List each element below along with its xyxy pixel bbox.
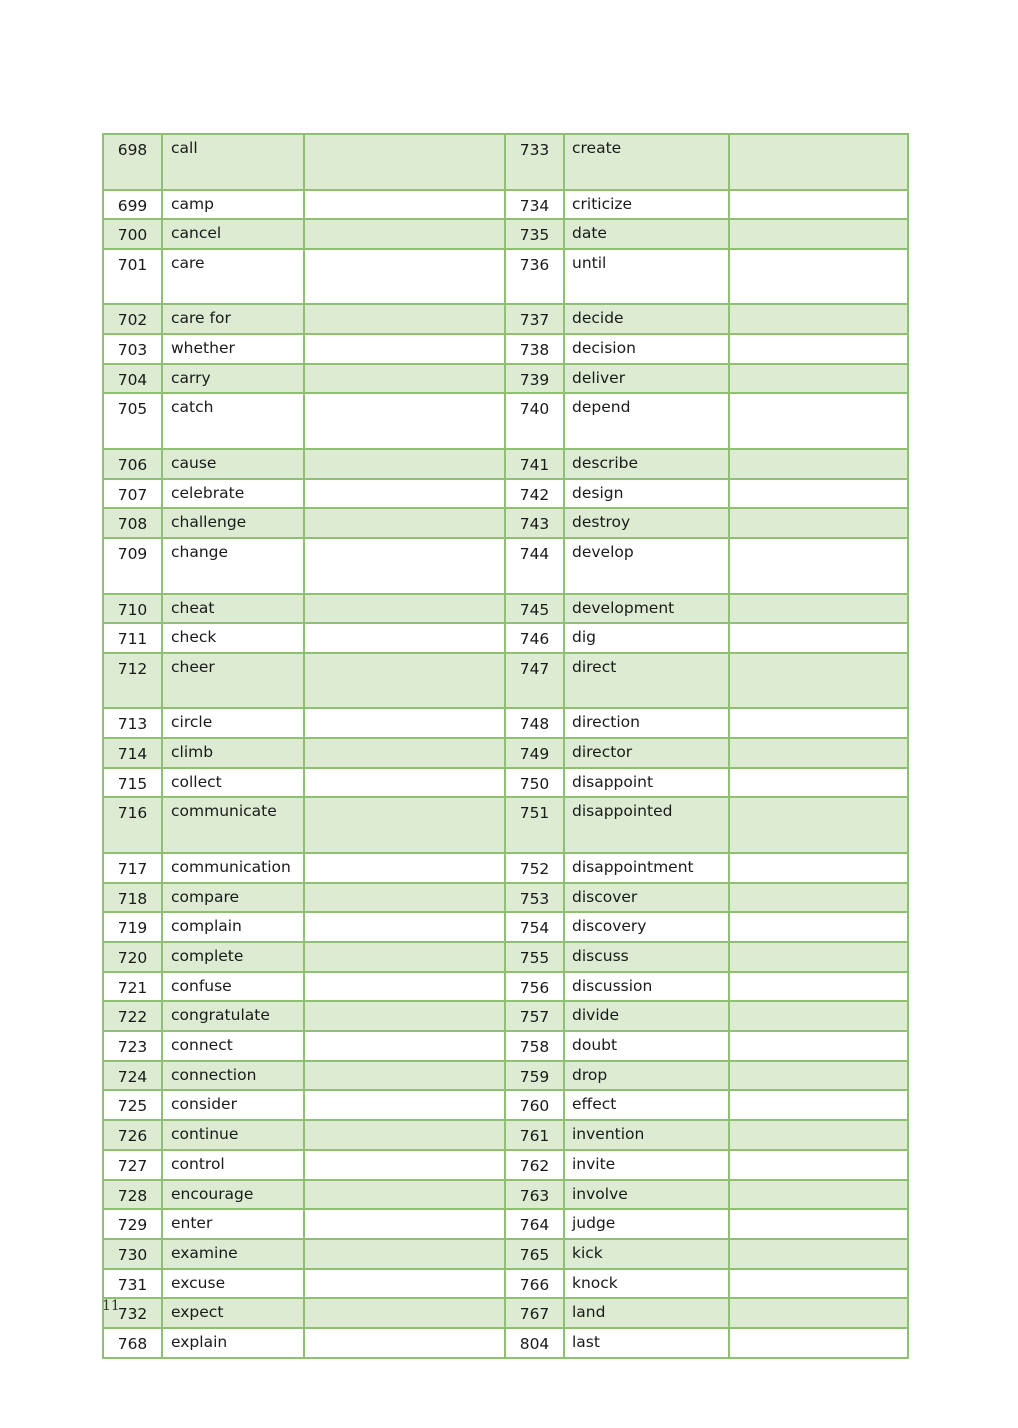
entry-word-right: invite [564, 1150, 729, 1180]
table-row [103, 508, 908, 538]
entry-blank-left [304, 653, 505, 709]
entry-word-right: direction [564, 708, 729, 738]
entry-number-left: 768 [103, 1328, 162, 1358]
entry-word-left: congratulate [162, 1001, 304, 1031]
entry-word-left: change [162, 538, 304, 594]
entry-word-left: complete [162, 942, 304, 972]
entry-blank-right [729, 768, 908, 798]
entry-word-left: cancel [162, 219, 304, 249]
entry-number-right: 765 [505, 1239, 564, 1269]
entry-blank-right [729, 708, 908, 738]
entry-word-right: describe [564, 449, 729, 479]
entry-blank-left [304, 393, 505, 449]
entry-number-left: 700 [103, 219, 162, 249]
entry-number-left: 723 [103, 1031, 162, 1061]
entry-word-left: encourage [162, 1180, 304, 1210]
entry-blank-right [729, 479, 908, 509]
table-row [103, 797, 908, 853]
entry-number-left: 711 [103, 623, 162, 653]
entry-blank-left [304, 304, 505, 334]
entry-word-right: decision [564, 334, 729, 364]
entry-blank-right [729, 1090, 908, 1120]
entry-word-left: connect [162, 1031, 304, 1061]
entry-number-right: 735 [505, 219, 564, 249]
table-row [103, 219, 908, 249]
entry-word-right: until [564, 249, 729, 305]
entry-blank-right [729, 1328, 908, 1358]
entry-number-left: 720 [103, 942, 162, 972]
entry-word-right: divide [564, 1001, 729, 1031]
table-row [103, 1239, 908, 1269]
entry-blank-right [729, 1031, 908, 1061]
entry-number-right: 757 [505, 1001, 564, 1031]
entry-number-left: 719 [103, 912, 162, 942]
table-row [103, 479, 908, 509]
entry-blank-right [729, 304, 908, 334]
table-row [103, 1269, 908, 1299]
entry-word-right: depend [564, 393, 729, 449]
entry-word-left: compare [162, 883, 304, 913]
entry-number-right: 745 [505, 594, 564, 624]
entry-number-left: 729 [103, 1209, 162, 1239]
entry-blank-left [304, 1180, 505, 1210]
entry-word-left: examine [162, 1239, 304, 1269]
entry-number-right: 758 [505, 1031, 564, 1061]
entry-number-left: 701 [103, 249, 162, 305]
entry-number-right: 747 [505, 653, 564, 709]
entry-number-left: 698 [103, 134, 162, 190]
table-row [103, 1090, 908, 1120]
entry-number-left: 727 [103, 1150, 162, 1180]
entry-word-right: create [564, 134, 729, 190]
entry-number-right: 753 [505, 883, 564, 913]
entry-blank-right [729, 1239, 908, 1269]
entry-number-right: 737 [505, 304, 564, 334]
entry-word-left: challenge [162, 508, 304, 538]
entry-number-left: 712 [103, 653, 162, 709]
entry-number-right: 742 [505, 479, 564, 509]
entry-word-left: confuse [162, 972, 304, 1002]
table-row [103, 134, 908, 190]
entry-blank-left [304, 853, 505, 883]
table-row [103, 449, 908, 479]
entry-word-right: destroy [564, 508, 729, 538]
table-row [103, 1180, 908, 1210]
entry-blank-left [304, 1001, 505, 1031]
entry-number-right: 748 [505, 708, 564, 738]
entry-number-right: 756 [505, 972, 564, 1002]
entry-blank-left [304, 334, 505, 364]
table-row [103, 304, 908, 334]
table-row [103, 364, 908, 394]
table-row [103, 738, 908, 768]
table-row [103, 972, 908, 1002]
entry-number-right: 736 [505, 249, 564, 305]
table-row [103, 912, 908, 942]
entry-word-right: design [564, 479, 729, 509]
table-row [103, 768, 908, 798]
entry-word-right: deliver [564, 364, 729, 394]
entry-blank-right [729, 190, 908, 220]
entry-number-right: 759 [505, 1061, 564, 1091]
entry-blank-right [729, 594, 908, 624]
entry-blank-left [304, 942, 505, 972]
entry-blank-right [729, 883, 908, 913]
entry-word-right: effect [564, 1090, 729, 1120]
entry-word-left: whether [162, 334, 304, 364]
entry-word-right: discussion [564, 972, 729, 1002]
entry-word-right: disappointment [564, 853, 729, 883]
entry-number-right: 752 [505, 853, 564, 883]
entry-blank-right [729, 1120, 908, 1150]
entry-blank-left [304, 190, 505, 220]
entry-number-left: 703 [103, 334, 162, 364]
entry-number-right: 764 [505, 1209, 564, 1239]
entry-word-left: check [162, 623, 304, 653]
entry-number-left: 724 [103, 1061, 162, 1091]
entry-word-left: excuse [162, 1269, 304, 1299]
entry-word-left: continue [162, 1120, 304, 1150]
entry-word-left: celebrate [162, 479, 304, 509]
entry-blank-left [304, 364, 505, 394]
entry-number-right: 738 [505, 334, 564, 364]
entry-blank-right [729, 1209, 908, 1239]
entry-number-right: 750 [505, 768, 564, 798]
entry-number-right: 734 [505, 190, 564, 220]
entry-blank-right [729, 653, 908, 709]
entry-blank-left [304, 1328, 505, 1358]
entry-number-right: 761 [505, 1120, 564, 1150]
entry-blank-left [304, 1031, 505, 1061]
entry-word-left: cause [162, 449, 304, 479]
entry-number-left: 705 [103, 393, 162, 449]
entry-word-right: land [564, 1298, 729, 1328]
entry-number-left: 730 [103, 1239, 162, 1269]
entry-blank-right [729, 508, 908, 538]
entry-blank-left [304, 1061, 505, 1091]
entry-blank-left [304, 219, 505, 249]
entry-word-left: expect [162, 1298, 304, 1328]
entry-number-right: 767 [505, 1298, 564, 1328]
table-row [103, 1328, 908, 1358]
entry-blank-left [304, 708, 505, 738]
entry-word-right: develop [564, 538, 729, 594]
entry-blank-right [729, 393, 908, 449]
entry-blank-left [304, 479, 505, 509]
entry-word-left: consider [162, 1090, 304, 1120]
entry-blank-right [729, 1298, 908, 1328]
entry-blank-left [304, 738, 505, 768]
entry-word-right: decide [564, 304, 729, 334]
entry-number-right: 743 [505, 508, 564, 538]
entry-word-right: knock [564, 1269, 729, 1299]
entry-word-right: disappoint [564, 768, 729, 798]
entry-number-right: 740 [505, 393, 564, 449]
entry-word-left: control [162, 1150, 304, 1180]
entry-word-left: climb [162, 738, 304, 768]
entry-word-right: criticize [564, 190, 729, 220]
entry-blank-left [304, 1120, 505, 1150]
entry-word-left: care [162, 249, 304, 305]
entry-word-left: cheer [162, 653, 304, 709]
entry-word-right: discuss [564, 942, 729, 972]
entry-number-left: 725 [103, 1090, 162, 1120]
table-row [103, 1209, 908, 1239]
entry-blank-left [304, 1090, 505, 1120]
entry-blank-right [729, 364, 908, 394]
entry-blank-right [729, 1269, 908, 1299]
table-row [103, 1298, 908, 1328]
table-row [103, 1120, 908, 1150]
entry-word-left: circle [162, 708, 304, 738]
entry-blank-right [729, 219, 908, 249]
entry-number-right: 804 [505, 1328, 564, 1358]
entry-word-left: explain [162, 1328, 304, 1358]
entry-blank-right [729, 912, 908, 942]
entry-blank-right [729, 1180, 908, 1210]
entry-number-left: 710 [103, 594, 162, 624]
entry-blank-left [304, 768, 505, 798]
table-row [103, 334, 908, 364]
entry-number-right: 751 [505, 797, 564, 853]
entry-number-right: 746 [505, 623, 564, 653]
table-row [103, 942, 908, 972]
entry-word-left: carry [162, 364, 304, 394]
entry-number-right: 762 [505, 1150, 564, 1180]
table-row [103, 883, 908, 913]
entry-number-left: 714 [103, 738, 162, 768]
entry-number-left: 713 [103, 708, 162, 738]
entry-number-right: 766 [505, 1269, 564, 1299]
entry-blank-left [304, 508, 505, 538]
entry-blank-left [304, 1209, 505, 1239]
entry-blank-right [729, 249, 908, 305]
entry-number-left: 716 [103, 797, 162, 853]
table-row [103, 249, 908, 305]
entry-number-right: 739 [505, 364, 564, 394]
entry-number-left: 726 [103, 1120, 162, 1150]
entry-word-right: disappointed [564, 797, 729, 853]
entry-number-right: 741 [505, 449, 564, 479]
entry-word-right: development [564, 594, 729, 624]
entry-blank-left [304, 1150, 505, 1180]
table-row [103, 653, 908, 709]
entry-word-left: camp [162, 190, 304, 220]
entry-blank-right [729, 623, 908, 653]
entry-number-right: 744 [505, 538, 564, 594]
entry-number-right: 754 [505, 912, 564, 942]
entry-number-right: 760 [505, 1090, 564, 1120]
vocabulary-table-body [103, 134, 908, 1358]
entry-number-left: 721 [103, 972, 162, 1002]
entry-word-left: care for [162, 304, 304, 334]
entry-word-right: involve [564, 1180, 729, 1210]
entry-number-left: 732 [103, 1298, 162, 1328]
entry-blank-left [304, 249, 505, 305]
table-row [103, 393, 908, 449]
entry-blank-right [729, 853, 908, 883]
entry-blank-left [304, 134, 505, 190]
entry-number-left: 728 [103, 1180, 162, 1210]
entry-blank-right [729, 1061, 908, 1091]
entry-number-left: 731 [103, 1269, 162, 1299]
entry-word-right: dig [564, 623, 729, 653]
entry-blank-right [729, 942, 908, 972]
entry-number-left: 702 [103, 304, 162, 334]
entry-word-left: communication [162, 853, 304, 883]
entry-word-right: director [564, 738, 729, 768]
entry-word-left: enter [162, 1209, 304, 1239]
entry-word-left: catch [162, 393, 304, 449]
page-number: 11 [102, 1298, 120, 1314]
vocabulary-table [102, 133, 909, 1359]
table-row [103, 190, 908, 220]
entry-word-left: connection [162, 1061, 304, 1091]
entry-blank-left [304, 1269, 505, 1299]
entry-number-left: 718 [103, 883, 162, 913]
table-row [103, 1031, 908, 1061]
entry-blank-right [729, 134, 908, 190]
entry-blank-right [729, 972, 908, 1002]
entry-blank-left [304, 883, 505, 913]
entry-word-right: doubt [564, 1031, 729, 1061]
entry-blank-right [729, 449, 908, 479]
table-row [103, 594, 908, 624]
entry-word-left: collect [162, 768, 304, 798]
entry-blank-right [729, 738, 908, 768]
entry-number-right: 749 [505, 738, 564, 768]
entry-number-right: 755 [505, 942, 564, 972]
entry-blank-left [304, 972, 505, 1002]
entry-word-left: call [162, 134, 304, 190]
table-row [103, 708, 908, 738]
table-row [103, 623, 908, 653]
entry-word-right: date [564, 219, 729, 249]
entry-number-left: 722 [103, 1001, 162, 1031]
table-row [103, 1001, 908, 1031]
entry-blank-left [304, 449, 505, 479]
entry-word-right: kick [564, 1239, 729, 1269]
entry-blank-left [304, 912, 505, 942]
entry-word-left: complain [162, 912, 304, 942]
entry-number-left: 707 [103, 479, 162, 509]
entry-blank-right [729, 1001, 908, 1031]
entry-word-right: judge [564, 1209, 729, 1239]
entry-word-right: direct [564, 653, 729, 709]
entry-blank-right [729, 334, 908, 364]
entry-word-left: communicate [162, 797, 304, 853]
entry-number-left: 717 [103, 853, 162, 883]
entry-word-left: cheat [162, 594, 304, 624]
entry-number-left: 709 [103, 538, 162, 594]
entry-word-right: last [564, 1328, 729, 1358]
entry-blank-left [304, 623, 505, 653]
entry-word-right: drop [564, 1061, 729, 1091]
entry-word-right: invention [564, 1120, 729, 1150]
entry-word-right: discovery [564, 912, 729, 942]
entry-number-left: 715 [103, 768, 162, 798]
table-row [103, 853, 908, 883]
entry-blank-right [729, 797, 908, 853]
entry-blank-left [304, 538, 505, 594]
entry-blank-left [304, 1239, 505, 1269]
entry-number-left: 706 [103, 449, 162, 479]
entry-number-right: 763 [505, 1180, 564, 1210]
entry-blank-right [729, 538, 908, 594]
entry-number-left: 704 [103, 364, 162, 394]
table-row [103, 1061, 908, 1091]
entry-blank-left [304, 594, 505, 624]
entry-blank-right [729, 1150, 908, 1180]
entry-number-left: 699 [103, 190, 162, 220]
table-row [103, 1150, 908, 1180]
entry-word-right: discover [564, 883, 729, 913]
entry-blank-left [304, 1298, 505, 1328]
table-row [103, 538, 908, 594]
entry-number-right: 733 [505, 134, 564, 190]
entry-number-left: 708 [103, 508, 162, 538]
entry-blank-left [304, 797, 505, 853]
